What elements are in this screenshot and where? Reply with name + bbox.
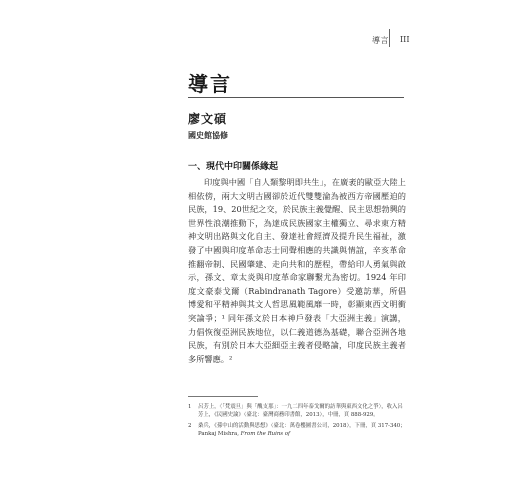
chapter-title: 導言: [188, 72, 232, 96]
footnote-text-roman: 呂芳上，〈「梵震旦」與「醜支那」：一九二四年泰戈爾的訪華與東西文化之爭〉，收入呂芳上，《民國史論》（臺北：臺灣商務印書館，2013），中冊，頁 888-929。: [198, 404, 403, 419]
body-paragraph: 印度與中國「自人類黎明即共生」，在廣袤的歐亞大陸上相依傍，兩大文明古國卻於近代雙雙淪為被西方帝國壓迫的民族，19、20世紀之交，於民族主義覺醒、民主思想勃興的世界性浪潮推動下，為達成民族國家主權獨立、尋求東方精神文明出路與文化自主、發達社會經濟及提升民生福祉，激發了中國與印度革命志士同聲相應的共識與情誼，辛亥革命推翻帝制、民國肇建、走向共和的歷程，帶給印人勇氣與啟示，孫文、章太炎與印度革命家聯繫尤為密切。1924 年印度文豪泰戈爾（Rabindranath Tagore）受邀訪華，所倡博愛和平精神與其文人哲思風範風靡一時，彰顯東西文明衝突論爭；¹ 同年孫文於日本神戶發表「大亞洲主義」演講，力倡恢復亞洲民族地位，以仁義道德為基礎，聯合亞洲各地民族，有別於日本大亞細亞主義者侵略論，印度民族主義者多所響應。²: [188, 177, 406, 364]
footnote-number: 2: [188, 422, 192, 429]
page-number: III: [400, 35, 410, 44]
running-head-divider: [389, 29, 390, 47]
author-affiliation: 國史館協修: [188, 130, 228, 140]
footnotes: [188, 403, 406, 441]
footnote-rule: [188, 396, 258, 397]
section-heading: 一、現代中印關係緣起: [188, 162, 279, 172]
footnote-text: [198, 422, 406, 439]
chapter-title-rule: [188, 97, 404, 98]
author-name: 廖文碩: [188, 112, 228, 126]
footnote-number: 1: [188, 404, 192, 410]
footnote-text: [198, 403, 406, 420]
footnote-text-roman: 桑兵，《孫中山的活動與思想》（臺北：萬卷樓圖書公司，2018），下冊，頁 317-340；Pankaj Mishra,: [198, 422, 406, 438]
footnote-2: [188, 422, 406, 439]
footnote-text-italic: From the Ruins of: [240, 431, 291, 438]
running-head: 導言: [372, 36, 389, 45]
footnote-1: [188, 403, 406, 420]
